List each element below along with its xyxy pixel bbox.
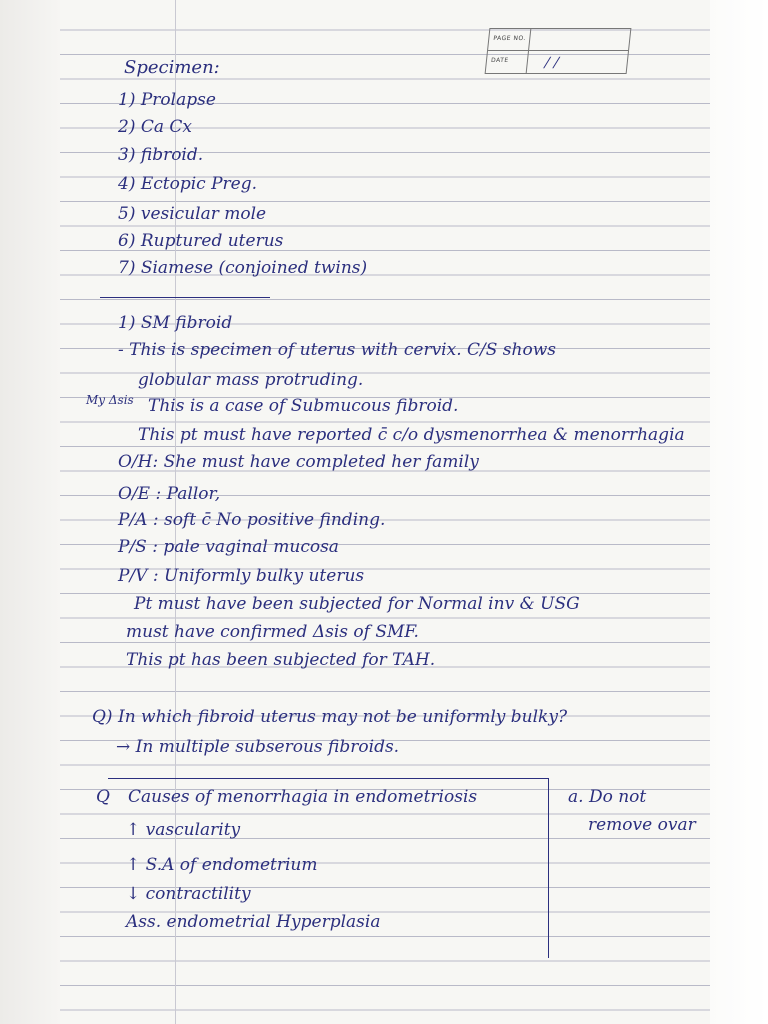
- notebook-left-edge: [0, 0, 60, 1024]
- specimen-item: 4) Ectopic Preg.: [118, 174, 258, 194]
- heading: Specimen:: [124, 57, 220, 78]
- case-line: Pt must have been subjected for Normal inv & USG: [134, 594, 580, 614]
- case-line: O/E : Pallor,: [118, 484, 221, 504]
- specimen-item: 1) Prolapse: [118, 90, 216, 110]
- causes-title: Causes of menorrhagia in endometriosis: [128, 787, 478, 807]
- case-line: This pt has been subjected for TAH.: [126, 650, 436, 670]
- case-line: globular mass protruding.: [138, 370, 364, 390]
- cause-item: ↓ contractility: [126, 884, 251, 904]
- side-note: a. Do not: [568, 787, 647, 807]
- margin-note: My Δsis: [86, 393, 134, 407]
- causes-q-marker: Q: [96, 787, 110, 807]
- specimen-item: 7) Siamese (conjoined twins): [118, 258, 368, 278]
- answer: → In multiple subserous fibroids.: [116, 737, 400, 757]
- page-no-label: PAGE NO.: [492, 35, 527, 42]
- specimen-item: 3) fibroid.: [118, 145, 204, 165]
- table-column-line: [548, 778, 549, 958]
- date-label: DATE: [490, 57, 509, 64]
- specimen-item: 5) vesicular mole: [118, 204, 267, 224]
- side-note: remove ovar: [588, 815, 696, 835]
- specimen-item: 2) Ca Cx: [118, 117, 192, 137]
- case-line: O/H: She must have completed her family: [118, 452, 479, 472]
- case-line: P/S : pale vaginal mucosa: [118, 537, 339, 557]
- cause-item: Ass. endometrial Hyperplasia: [126, 912, 381, 932]
- case-line: - This is specimen of uterus with cervix. C/S shows: [118, 340, 556, 360]
- case-title: 1) SM fibroid: [118, 313, 233, 333]
- cause-item: ↑ S.A of endometrium: [126, 855, 318, 875]
- case-line: P/V : Uniformly bulky uterus: [118, 566, 365, 586]
- question: Q) In which fibroid uterus may not be uniformly bulky?: [92, 707, 568, 727]
- case-line: This is a case of Submucous fibroid.: [148, 396, 459, 416]
- divider-line: [100, 297, 270, 298]
- case-line: must have confirmed Δsis of SMF.: [126, 622, 419, 642]
- page-date-box: [485, 28, 632, 74]
- cause-item: ↑ vascularity: [126, 820, 241, 840]
- date-value: / /: [543, 55, 560, 71]
- table-top-line: [108, 778, 548, 779]
- specimen-item: 6) Ruptured uterus: [118, 231, 284, 251]
- background-right: [710, 0, 768, 1024]
- case-line: This pt must have reported c̄ c/o dysmenorrhea & menorrhagia: [138, 425, 685, 445]
- case-line: P/A : soft c̄ No positive finding.: [118, 510, 386, 530]
